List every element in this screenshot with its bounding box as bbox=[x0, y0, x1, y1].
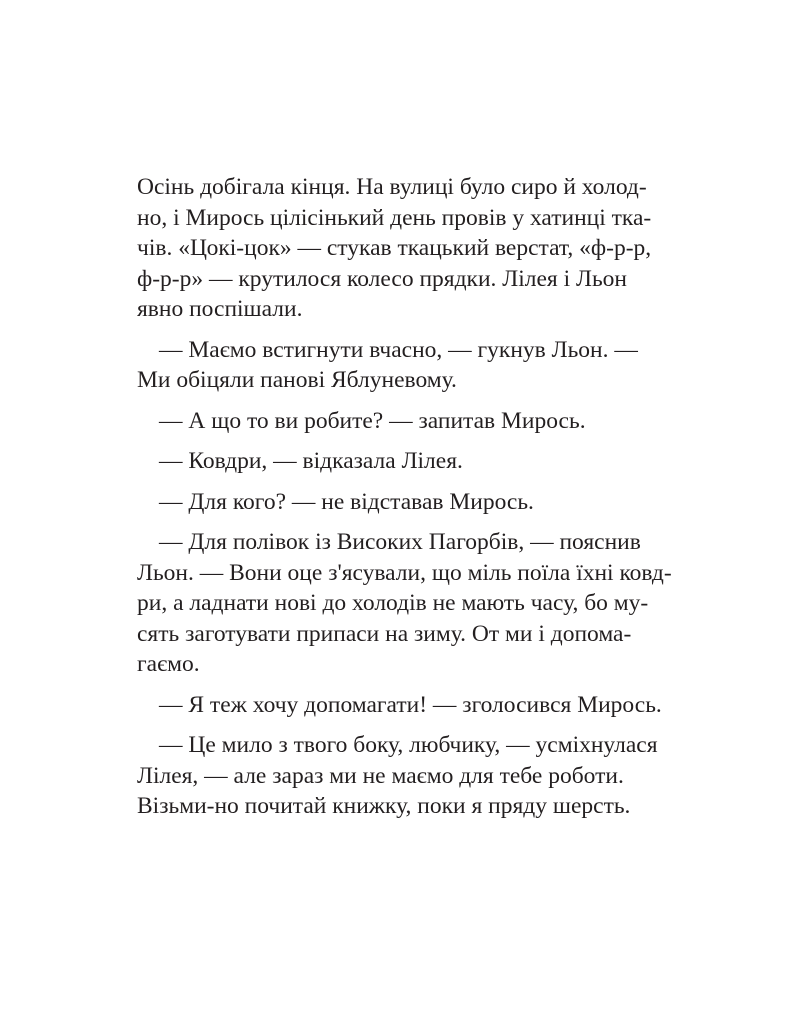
text-line: — А що то ви робите? — запитав Мирось. bbox=[159, 407, 586, 434]
paragraph-7 bbox=[137, 690, 682, 721]
text-line: — Для полівок із Високих Пагорбів, — пояснив bbox=[159, 529, 641, 555]
paragraph-8 bbox=[137, 730, 682, 822]
paragraph-2 bbox=[137, 335, 682, 396]
text-line: сять заготувати припаси на зиму. От ми і допома- bbox=[137, 620, 632, 647]
paragraph-4 bbox=[137, 446, 682, 477]
paragraph-3 bbox=[137, 406, 682, 437]
text-line: Лілея, — але зараз ми не маємо для тебе роботи. bbox=[137, 762, 624, 789]
text-line: ф-р-р» — крутилося колесо прядки. Лілея і Льон bbox=[137, 265, 628, 292]
paragraph-6 bbox=[137, 527, 682, 680]
text-line: гаємо. bbox=[137, 651, 200, 677]
text-line: ри, а ладнати нові до холодів не мають часу, бо му- bbox=[137, 590, 649, 616]
text-line: но, і Мирось цілісінький день провів у хатинці тка- bbox=[137, 204, 652, 231]
paragraph-5 bbox=[137, 487, 682, 518]
text-line: — Для кого? — не відставав Мирось. bbox=[159, 488, 534, 515]
text-line: — Ковдри, — відказала Лілея. bbox=[159, 448, 463, 474]
text-line: Ми обіцяли панові Яблуневому. bbox=[137, 367, 457, 393]
text-line: чів. «Цокі-цок» — стукав ткацький верстат, «ф-р-р, bbox=[137, 235, 652, 261]
text-line: — Маємо встигнути вчасно, — гукнув Льон. — bbox=[159, 336, 638, 363]
story-text bbox=[137, 172, 682, 832]
paragraph-1 bbox=[137, 172, 682, 325]
text-line: явно поспішали. bbox=[137, 296, 303, 322]
text-line: Візьми-но почитай книжку, поки я пряду шерсть. bbox=[137, 793, 631, 819]
text-line: Осінь добігала кінця. На вулиці було сиро й холод- bbox=[137, 174, 647, 200]
text-line: — Я теж хочу допомагати! — зголосився Мирось. bbox=[159, 691, 662, 718]
text-line: — Це мило з твого боку, любчику, — усміхнулася bbox=[159, 732, 658, 758]
text-line: Льон. — Вони оце з'ясували, що міль поїла їхні ковд- bbox=[137, 559, 672, 586]
